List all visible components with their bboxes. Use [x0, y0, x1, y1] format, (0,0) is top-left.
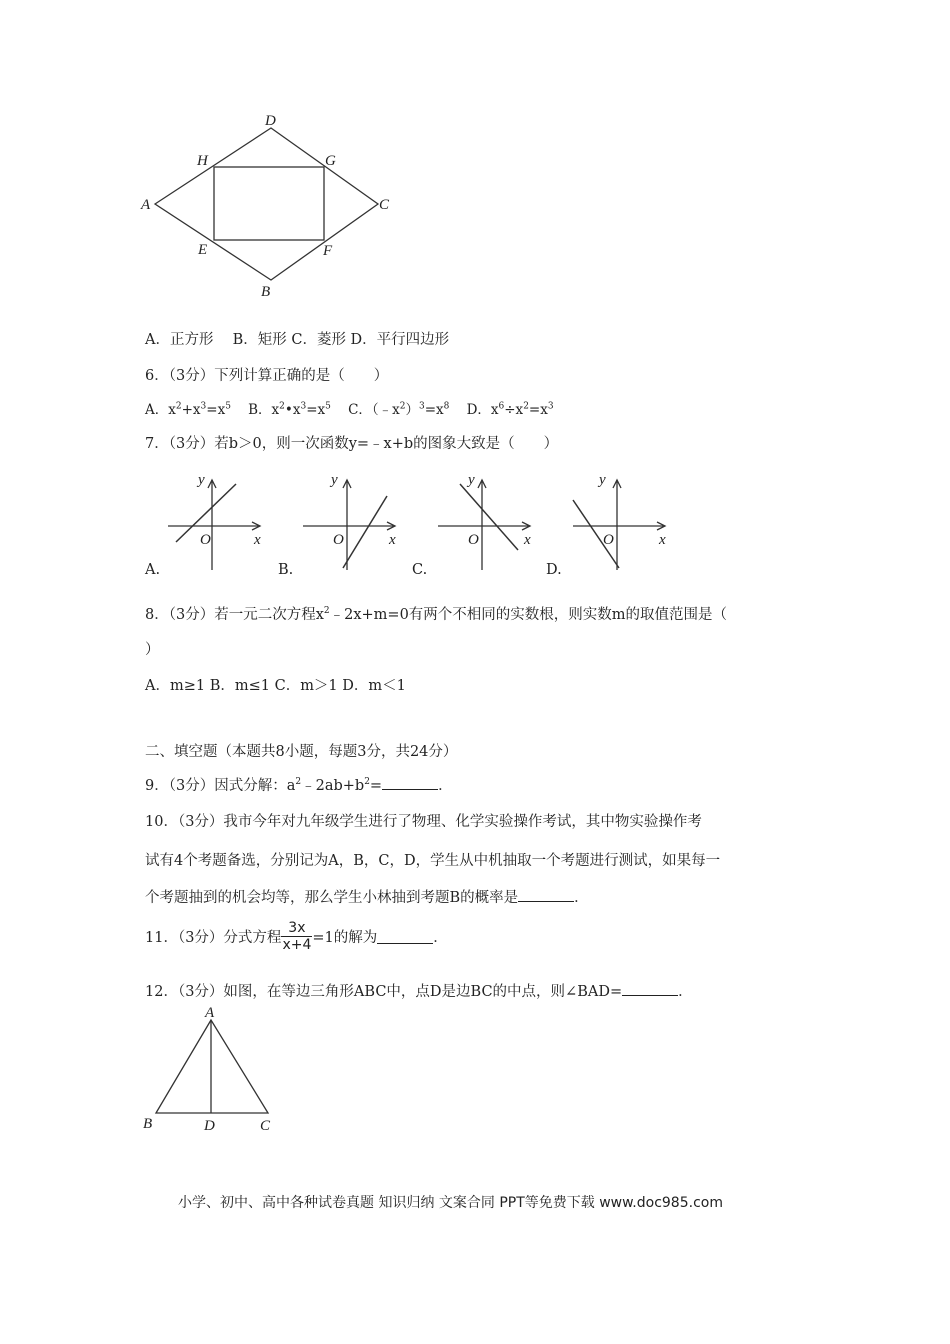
q6-option-b: B．$x^2•x^3=x^5$	[248, 401, 331, 418]
q8-stem-line2: ）	[145, 642, 160, 658]
q6-stem: 6．（3分）下列计算正确的是（ ）	[145, 368, 389, 384]
label-A: A	[205, 1005, 215, 1021]
label-C: C	[260, 1118, 271, 1134]
origin-label: O	[333, 532, 344, 548]
origin-label: O	[468, 532, 479, 548]
label-A: A	[141, 197, 151, 213]
x-label: x	[524, 532, 531, 548]
y-label: y	[599, 472, 606, 488]
q7-option-d: D.	[546, 562, 562, 578]
q12-stem: 12．（3分）如图，在等边三角形ABC中，点D是边BC的中点，则∠BAD= ．	[145, 984, 693, 1000]
q9: 9．（3分）因式分解：$a^2﹣2ab+b^2=$ ．	[145, 777, 453, 794]
label-C: C	[379, 197, 390, 213]
q5-options: A．正方形 B．矩形 C．菱形 D．平行四边形	[145, 332, 450, 348]
label-D: D	[265, 113, 276, 129]
page-footer: 小学、初中、高中各种试卷真题 知识归纳 文案合同 PPT等免费下载 www.doc985.com	[178, 1195, 723, 1211]
x-label: x	[659, 532, 666, 548]
label-G: G	[325, 153, 336, 169]
label-E: E	[198, 242, 208, 258]
label-F: F	[323, 243, 333, 259]
q7-option-c: C.	[412, 562, 428, 578]
q7-graph-c	[430, 470, 540, 575]
q10-line3: 个考题抽到的机会均等，那么学生小林抽到考题B的概率是 ．	[145, 890, 589, 906]
q7-option-b: B.	[278, 562, 294, 578]
label-H: H	[197, 153, 208, 169]
label-D: D	[204, 1118, 215, 1134]
q12-answer-blank	[622, 982, 678, 996]
y-label: y	[468, 472, 475, 488]
q6-option-c: C．$(﹣x^2)^3=x^8$	[348, 401, 450, 418]
q11-fraction: $\frac{3x}{x+4}$	[282, 920, 312, 953]
q11: 11．（3分）分式方程 $\frac{3x}{x+4}$ =1的解为 ．	[145, 920, 448, 953]
q10-line2: 试有4个考题备选，分别记为A，B，C，D，学生从中机抽取一个考题进行测试，如果每一	[145, 853, 721, 869]
rhombus-abcd	[155, 128, 378, 280]
q6-option-d: D．$x^6\div x^2=x^3$	[466, 401, 554, 418]
origin-label: O	[603, 532, 614, 548]
rhombus-rectangle-figure	[130, 105, 410, 305]
origin-label: O	[200, 532, 211, 548]
y-label: y	[198, 472, 205, 488]
q6-option-a: A．$x^2+x^3=x^5$	[145, 401, 231, 418]
triangle-abc	[156, 1020, 268, 1113]
rectangle-efgh	[214, 167, 324, 240]
label-B: B	[143, 1116, 153, 1132]
q7-graph-d	[565, 470, 675, 575]
q7-graph-b	[295, 470, 405, 575]
section-2-title: 二、填空题（本题共8小题，每题3分，共24分）	[145, 744, 458, 760]
graph-line	[343, 496, 387, 568]
q7-graph-a	[160, 470, 270, 575]
q10-answer-blank	[518, 888, 574, 902]
x-label: x	[389, 532, 396, 548]
q9-answer-blank	[382, 776, 438, 790]
x-label: x	[254, 532, 261, 548]
q7-option-a: A.	[145, 562, 161, 578]
q6-options	[145, 398, 554, 418]
triangle-figure	[135, 1000, 295, 1140]
y-label: y	[331, 472, 338, 488]
q11-answer-blank	[377, 930, 433, 944]
q7-stem: 7．（3分）若b＞0，则一次函数y=﹣x+b的图象大致是（ ）	[145, 436, 559, 452]
q8-stem: 8．（3分）若一元二次方程$x^2﹣2x+m=0$有两个不相同的实数根，则实数m的取值范围是（	[145, 606, 728, 623]
q10-line1: 10．（3分）我市今年对九年级学生进行了物理、化学实验操作考试，其中物实验操作考	[145, 814, 702, 830]
label-B: B	[261, 284, 271, 300]
q8-options: A．m≥1 B．m≤1 C．m＞1 D．m＜1	[145, 678, 406, 694]
